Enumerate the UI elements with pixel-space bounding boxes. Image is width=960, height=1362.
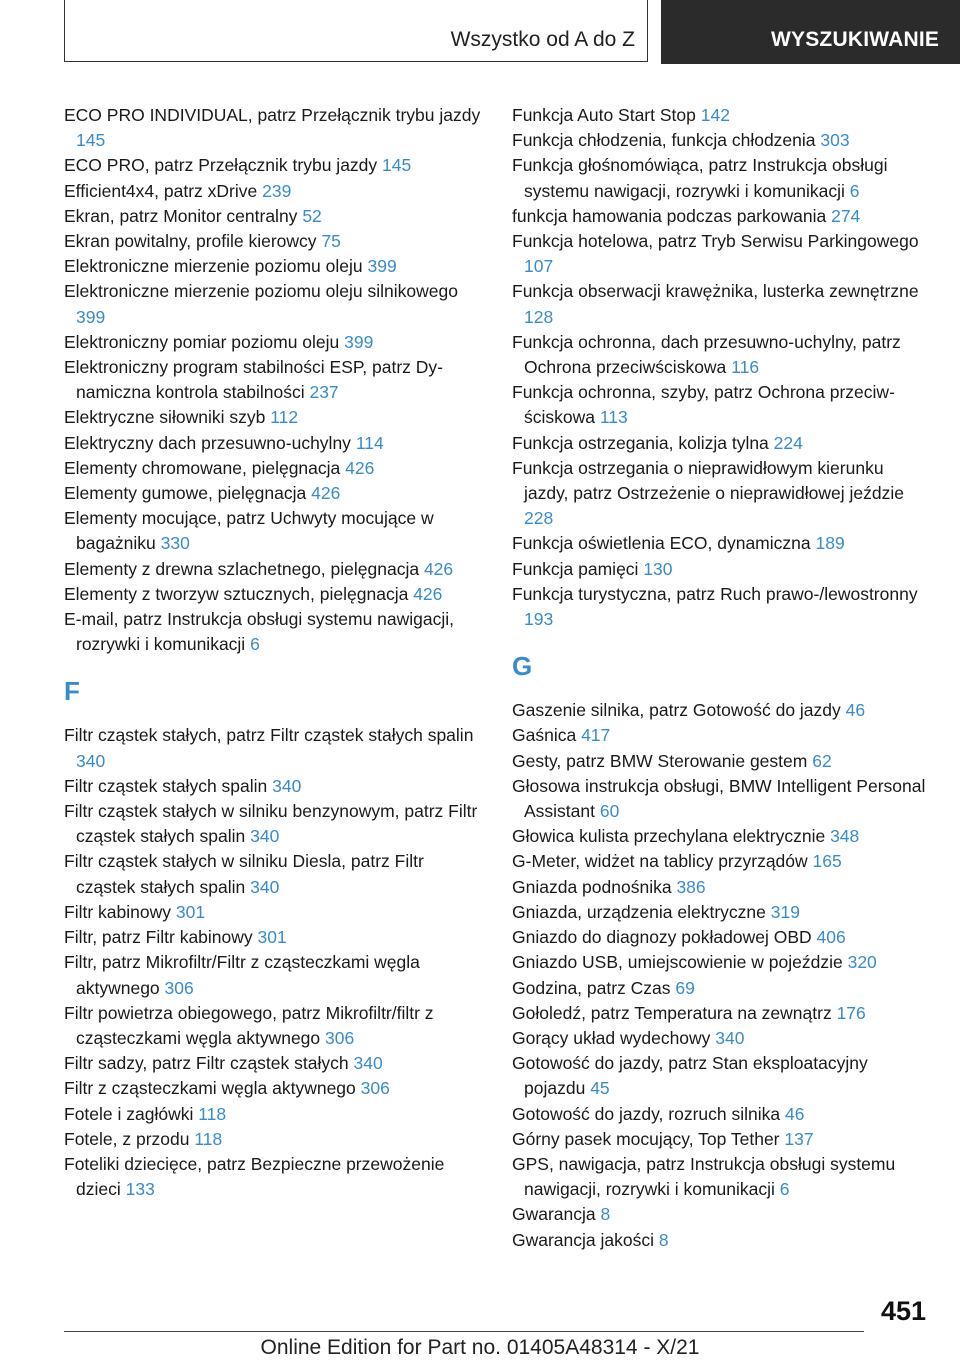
index-entry-text: Filtr z cząsteczkami węgla aktywnego xyxy=(64,1078,356,1099)
index-entry xyxy=(64,103,484,153)
index-entry xyxy=(512,557,932,582)
page-reference-link[interactable]: 306 xyxy=(164,977,194,998)
index-entry xyxy=(512,976,932,1001)
tab-a-to-z[interactable] xyxy=(64,0,648,62)
index-entry xyxy=(64,355,484,405)
index-entry xyxy=(64,607,484,657)
index-entry xyxy=(64,1127,484,1152)
index-entry xyxy=(512,330,932,380)
index-entry xyxy=(512,380,932,430)
footer-edition: Online Edition for Part no. 01405A48314 - X/21 xyxy=(260,1336,700,1359)
index-entry-text: ECO PRO, patrz Przełącznik trybu jazdy xyxy=(64,155,378,176)
index-entry xyxy=(512,774,932,824)
index-entry xyxy=(512,582,932,632)
index-entry xyxy=(64,481,484,506)
page-reference-link[interactable]: 239 xyxy=(262,180,292,201)
page-reference-link[interactable]: 193 xyxy=(524,609,554,630)
index-entry-text: Górny pasek mocujący, Top Tether xyxy=(512,1128,780,1149)
page-reference-link[interactable]: 340 xyxy=(250,826,280,847)
page-reference-link[interactable]: 6 xyxy=(779,1179,790,1200)
page-reference-link[interactable]: 340 xyxy=(353,1053,383,1074)
index-entry-text: Filtr sadzy, patrz Filtr cząstek stałych xyxy=(64,1053,349,1074)
index-entry-text: funkcja hamowania podczas parkowania xyxy=(512,205,827,226)
page-reference-link[interactable]: 62 xyxy=(812,750,832,771)
index-entry xyxy=(512,1026,932,1051)
page-number: 451 xyxy=(880,1296,926,1326)
index-entry-text: Gniazdo USB, umiejscowienie w pojeździe xyxy=(512,952,843,973)
index-entry-text: Efficient4x4, patrz xDrive xyxy=(64,180,258,201)
page-reference-link[interactable]: 118 xyxy=(194,1128,223,1149)
index-entry-text: Gorący układ wydechowy xyxy=(512,1027,711,1048)
index-entry-text: Filtr cząstek stałych w silniku benzynowym, patrz Filtr cząstek stałych spalin xyxy=(64,801,478,847)
page-reference-link[interactable]: 107 xyxy=(524,256,554,277)
page-reference-link[interactable]: 301 xyxy=(257,927,287,948)
page-reference-link[interactable]: 145 xyxy=(76,130,106,151)
index-entry xyxy=(512,204,932,229)
page-reference-link[interactable]: 114 xyxy=(355,432,384,453)
index-entry-text: GPS, nawigacja, patrz Instrukcja obsługi systemu nawigacji, rozrywki i komunikacji xyxy=(512,1153,896,1200)
page-reference-link[interactable]: 237 xyxy=(309,382,339,403)
index-entry xyxy=(64,456,484,481)
page-reference-link[interactable]: 60 xyxy=(599,801,620,822)
index-entry xyxy=(512,229,932,279)
index-entry-text: Gotowość do jazdy, rozruch silnika xyxy=(512,1103,781,1124)
index-entry-text: E-mail, patrz Instrukcja obsługi systemu nawigacji, rozrywki i komunikacji xyxy=(64,609,455,655)
index-entry-text: Filtr cząstek stałych w silniku Diesla, patrz Filtr cząstek stałych spalin xyxy=(64,851,424,897)
index-entry xyxy=(64,506,484,556)
index-entry xyxy=(64,1051,484,1076)
index-entry-text: Filtr, patrz Filtr kabinowy xyxy=(64,927,253,948)
page-reference-link[interactable]: 399 xyxy=(344,331,374,352)
page-reference-link[interactable]: 274 xyxy=(831,205,861,226)
page-reference-link[interactable]: 8 xyxy=(600,1204,611,1225)
index-entry xyxy=(64,774,484,799)
index-entry xyxy=(512,925,932,950)
index-entry xyxy=(64,900,484,925)
page-reference-link[interactable]: 75 xyxy=(321,231,341,252)
index-entry-text: Elektroniczne mierzenie poziomu oleju silnikowego xyxy=(64,281,458,302)
index-entry xyxy=(512,279,932,329)
index-entry xyxy=(64,330,484,355)
index-entry-text: Elementy z drewna szlachetnego, pielęgnacja xyxy=(64,558,420,579)
page-reference-link[interactable]: 340 xyxy=(715,1027,745,1048)
index-entry xyxy=(64,1102,484,1127)
index-entry xyxy=(512,103,932,128)
page-reference-link[interactable]: 69 xyxy=(675,977,695,998)
page-reference-link[interactable]: 130 xyxy=(643,558,673,579)
page-reference-link[interactable]: 137 xyxy=(784,1128,814,1149)
header-tabs xyxy=(64,0,960,64)
page-reference-link[interactable]: 228 xyxy=(524,508,554,529)
index-entry-text: Fotele i zagłówki xyxy=(64,1103,194,1124)
index-entry xyxy=(512,950,932,975)
page-reference-link[interactable]: 224 xyxy=(773,432,803,453)
index-column-right xyxy=(512,103,932,1253)
index-entry-text: Elektryczny dach przesuwno-uchylny xyxy=(64,432,351,453)
page-reference-link[interactable]: 6 xyxy=(250,634,260,655)
index-entry-text: Filtr kabinowy xyxy=(64,901,171,922)
page-reference-link[interactable]: 6 xyxy=(849,180,860,201)
index-entry-text: Funkcja oświetlenia ECO, dynamiczna xyxy=(512,533,811,554)
page-reference-link[interactable]: 112 xyxy=(270,407,299,428)
section-letter: F xyxy=(64,676,80,707)
index-entry xyxy=(64,950,484,1000)
page-reference-link[interactable]: 386 xyxy=(676,876,706,897)
index-entry-text: Gaszenie silnika, patrz Gotowość do jazdy xyxy=(512,700,841,721)
page-reference-link[interactable]: 399 xyxy=(76,306,106,327)
index-entry-text: Filtr cząstek stałych, patrz Filtr cząstek stałych spalin xyxy=(64,725,474,746)
index-entry xyxy=(512,153,932,203)
index-entry-text: Gwarancja xyxy=(512,1204,596,1225)
page-reference-link[interactable]: 330 xyxy=(160,533,190,554)
index-entry xyxy=(512,849,932,874)
page-reference-link[interactable]: 303 xyxy=(820,130,850,151)
page-reference-link[interactable]: 45 xyxy=(590,1078,610,1099)
page-reference-link[interactable]: 8 xyxy=(658,1229,669,1250)
index-entry xyxy=(512,1051,932,1101)
page-reference-link[interactable]: 118 xyxy=(198,1103,227,1124)
index-entry xyxy=(64,925,484,950)
index-entry xyxy=(512,1102,932,1127)
page-reference-link[interactable]: 340 xyxy=(76,750,106,771)
index-entry xyxy=(512,698,932,723)
index-entry xyxy=(512,531,932,556)
page-reference-link[interactable]: 46 xyxy=(845,700,866,721)
index-entry-text: G-Meter, widżet na tablicy przyrządów xyxy=(512,851,808,872)
index-entry xyxy=(64,405,484,430)
index-entry xyxy=(64,279,484,329)
page-reference-link[interactable]: 145 xyxy=(382,155,412,176)
index-entry xyxy=(512,723,932,748)
index-entry xyxy=(512,128,932,153)
index-entry xyxy=(64,1076,484,1101)
index-entry-text: Funkcja ostrzegania, kolizja tylna xyxy=(512,432,769,453)
tab-a-to-z-label: Wszystko od A do Z xyxy=(450,28,635,51)
page-reference-link[interactable]: 142 xyxy=(700,105,730,125)
page-reference-link[interactable]: 426 xyxy=(311,483,341,504)
index-entry-text: Funkcja ostrzegania o nieprawidłowym kierunku jazdy, patrz Ostrzeżenie o nieprawidłowej jeździe xyxy=(512,457,904,504)
index-entry xyxy=(512,431,932,456)
index-entry xyxy=(512,1127,932,1152)
footer-divider xyxy=(64,1331,864,1332)
page-reference-link[interactable]: 301 xyxy=(175,901,206,922)
index-entry xyxy=(64,582,484,607)
index-entry xyxy=(512,1152,932,1202)
page-reference-link[interactable]: 340 xyxy=(272,775,302,796)
index-entry-text: Gotowość do jazdy, patrz Stan eksploatacyjny pojazdu xyxy=(512,1053,868,1099)
index-entry xyxy=(512,900,932,925)
page-reference-link[interactable]: 320 xyxy=(847,952,877,973)
index-entry-text: Elektroniczne mierzenie poziomu oleju xyxy=(64,256,363,277)
index-entry-text: Głowica kulista przechylana elektrycznie xyxy=(512,826,826,847)
page-reference-link[interactable]: 319 xyxy=(770,901,800,922)
page-reference-link[interactable]: 133 xyxy=(125,1179,155,1200)
index-entry-text: Ekran, patrz Monitor centralny xyxy=(64,205,298,226)
index-entry xyxy=(512,1202,932,1227)
index-entry xyxy=(64,153,484,178)
page-reference-link[interactable]: 52 xyxy=(302,205,322,226)
page-reference-link[interactable]: 128 xyxy=(524,306,554,327)
index-entry xyxy=(64,431,484,456)
index-entry xyxy=(64,1152,484,1202)
index-entry xyxy=(64,723,484,773)
page-reference-link[interactable]: 348 xyxy=(830,826,860,847)
index-entry xyxy=(512,1228,932,1253)
page-reference-link[interactable]: 116 xyxy=(731,357,760,378)
index-entry-text: Elementy gumowe, pielęgnacja xyxy=(64,483,307,504)
index-entry-text: Gołoledź, patrz Temperatura na zewnątrz xyxy=(512,1002,832,1023)
index-entry-text: Gniazda podnośnika xyxy=(512,876,672,897)
index-entry xyxy=(512,824,932,849)
page-reference-link[interactable]: 306 xyxy=(360,1078,390,1099)
index-entry-text: Filtr cząstek stałych spalin xyxy=(64,775,268,796)
page-reference-link[interactable]: 113 xyxy=(599,407,628,428)
index-entry-text: Elektroniczny program stabilności ESP, patrz Dynamiczna kontrola stabilności xyxy=(64,357,443,403)
index-entry-text: Gniazdo do diagnozy pokładowej OBD xyxy=(512,927,812,948)
index-entry-text: Foteliki dziecięce, patrz Bezpieczne przewożenie dzieci xyxy=(64,1153,445,1200)
page-reference-link[interactable]: 426 xyxy=(423,558,454,579)
index-entry xyxy=(64,254,484,279)
page-reference-link[interactable]: 189 xyxy=(815,533,845,554)
index-entry xyxy=(512,1001,932,1026)
index-entry xyxy=(64,849,484,899)
index-entry-text: Elektroniczny pomiar poziomu oleju xyxy=(64,331,340,352)
index-entry xyxy=(64,204,484,229)
index-column-left xyxy=(64,103,484,1202)
page-reference-link[interactable]: 406 xyxy=(816,927,846,948)
index-entry-text: Elementy z tworzyw sztucznych, pielęgnacja xyxy=(64,583,409,604)
index-entry xyxy=(64,557,484,582)
index-entry-text: Elementy mocujące, patrz Uchwyty mocujące w bagażniku xyxy=(64,508,434,554)
index-entry-text: Funkcja pamięci xyxy=(512,558,639,579)
tab-search-label: WYSZUKIWANIE xyxy=(771,28,940,51)
page-reference-link[interactable]: 340 xyxy=(250,876,280,897)
page-reference-link[interactable]: 176 xyxy=(836,1002,866,1023)
page-reference-link[interactable]: 417 xyxy=(581,725,611,746)
page-reference-link[interactable]: 426 xyxy=(413,583,443,604)
index-entry xyxy=(512,456,932,532)
index-entry xyxy=(64,799,484,849)
index-entry-text: ECO PRO INDIVIDUAL, patrz Przełącznik trybu jazdy xyxy=(64,105,481,125)
index-entry-text: Funkcja ochronna, szyby, patrz Ochrona przeciwściskowa xyxy=(512,382,895,428)
index-entry-text: Filtr, patrz Mikrofiltr/Filtr z cząsteczkami węgla aktywnego xyxy=(64,952,420,998)
index-entry-text: Elektryczne siłowniki szyb xyxy=(64,407,266,428)
index-entry-text: Gesty, patrz BMW Sterowanie gestem xyxy=(512,750,808,771)
index-entry-text: Funkcja Auto Start Stop xyxy=(512,105,696,125)
index-entry xyxy=(64,1001,484,1051)
index-entry-text: Funkcja głośnomówiąca, patrz Instrukcja obsługi systemu nawigacji, rozrywki i komunikacji xyxy=(512,155,888,201)
index-entry-text: Fotele, z przodu xyxy=(64,1128,190,1149)
index-entry-text: Gwarancja jakości xyxy=(512,1229,654,1250)
page-reference-link[interactable]: 426 xyxy=(345,457,375,478)
index-entry xyxy=(64,179,484,204)
index-entry-text: Gniazda, urządzenia elektryczne xyxy=(512,901,766,922)
section-letter: G xyxy=(512,651,533,682)
page-reference-link[interactable]: 306 xyxy=(325,1027,355,1048)
page-reference-link[interactable]: 165 xyxy=(812,851,842,872)
index-entry-text: Ekran powitalny, profile kierowcy xyxy=(64,231,317,252)
page-reference-link[interactable]: 399 xyxy=(367,256,397,277)
index-entry-text: Godzina, patrz Czas xyxy=(512,977,671,998)
index-entry xyxy=(512,875,932,900)
index-entry-text: Funkcja ochronna, dach przesuwno-uchylny, patrz Ochrona przeciwściskowa xyxy=(512,331,901,378)
page-reference-link[interactable]: 46 xyxy=(785,1103,805,1124)
index-entry-text: Funkcja obserwacji krawężnika, lusterka zewnętrzne xyxy=(512,281,919,302)
index-entry-text: Funkcja chłodzenia, funkcja chłodzenia xyxy=(512,130,816,151)
tab-search[interactable] xyxy=(661,0,960,64)
index-entry xyxy=(64,229,484,254)
index-entry-text: Elementy chromowane, pielęgnacja xyxy=(64,457,341,478)
index-entry xyxy=(512,749,932,774)
index-entry-text: Funkcja turystyczna, patrz Ruch prawo-/lewostronny xyxy=(512,583,918,604)
index-entry-text: Głosowa instrukcja obsługi, BMW Intelligent Personal Assistant xyxy=(512,775,926,822)
index-entry-text: Funkcja hotelowa, patrz Tryb Serwisu Parkingowego xyxy=(512,231,919,252)
index-entry-text: Gaśnica xyxy=(512,725,577,746)
index-entry-text: Filtr powietrza obiegowego, patrz Mikrofiltr/filtr z cząsteczkami węgla aktywnego xyxy=(64,1002,434,1048)
